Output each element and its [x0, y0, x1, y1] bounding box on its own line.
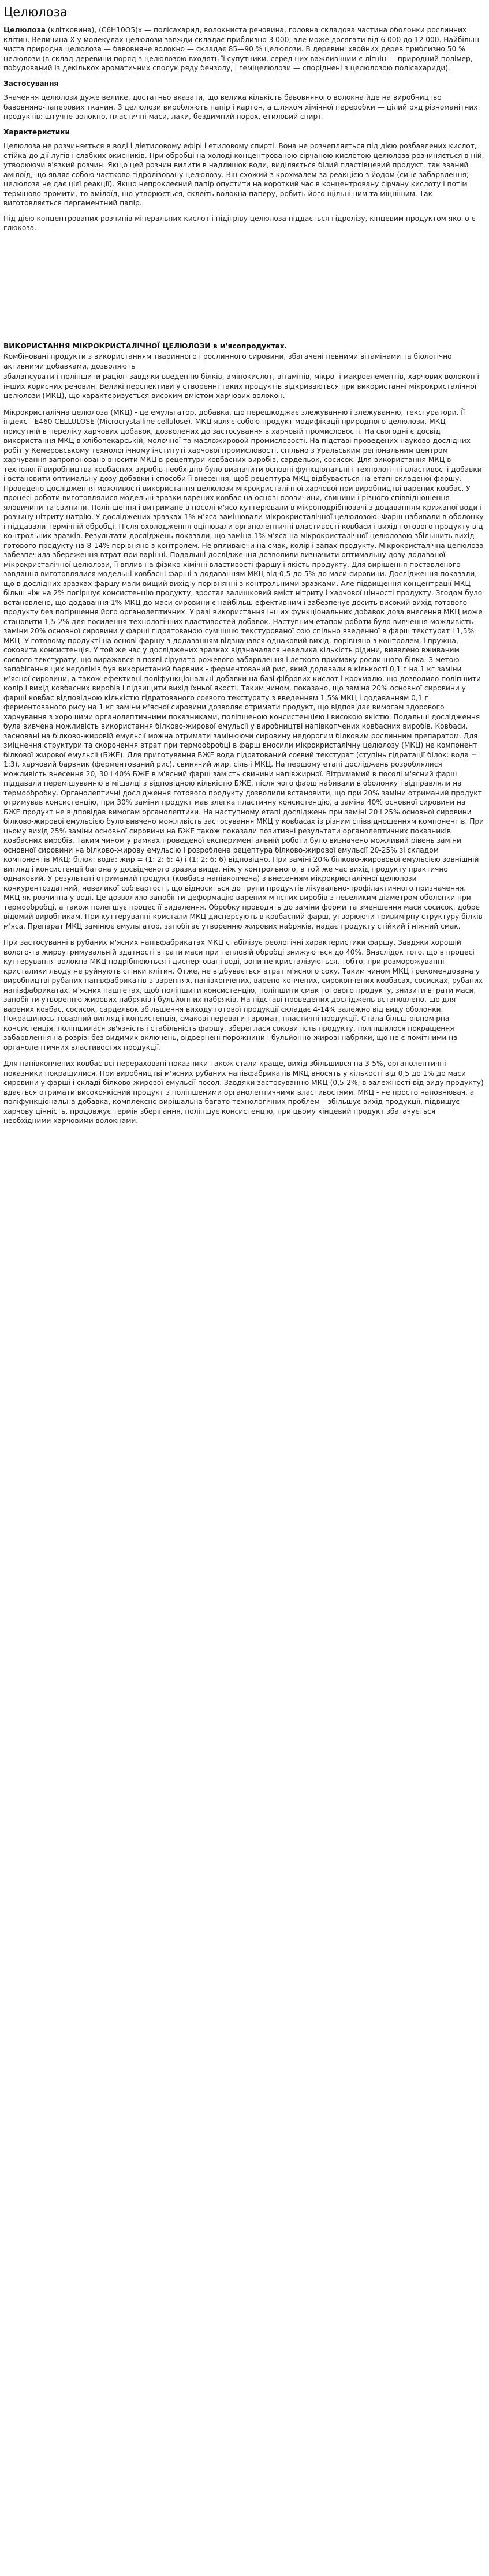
intro-paragraph — [3, 25, 484, 73]
usage-paragraph: Значення целюлози дуже велике, достатньо вказати, що велика кількість бавовняного волокна йде на виробництво бавовняно-паперових тканин. З целюлози виробляють папір і картон, а шляхом хімічної переробки — цілий ряд різноманітних продуктів: штучне волокно, пластичні маси, лаки, бездимний порох, етиловий спирт. — [3, 93, 478, 121]
hydrolysis-paragraph: Під дією концентрованих розчинів мінеральних кислот і підігріву целюлоза піддається гідролізу, кінцевим продуктом якого є глюкоза. — [3, 214, 476, 232]
section-heading-usage: Застосування — [3, 79, 59, 88]
section-heading-characteristics: Характеристики — [3, 127, 70, 136]
mcc-article — [3, 341, 484, 1126]
article-paragraph: Мікрокристалічна целюлоза (МКЦ) - це емульгатор, добавка, що перешкоджає злежуванню і злежуванню, текстуратори. Її індекс - Е460 CELLULOSE (Microcrystalline cellulose). МКЦ являє собою продукт модифікації природного целюлози. МКЦ присутній в переліку харчових добавок, дозволених до застосування в харчовій промисловості. На сьогодні є досвід використання МКЦ в хлібопекарській, молочної та масложировой промисловості. На підставі проведених науково-дослідних робіт у Кемеровському технологічному інституті харчової промисловості, спільно з Уральським регіональним центром харчування запропоновано вносити МКЦ в рецептури ковбасних виробів, сардельок, сосисок. Для використання МКЦ в технології виробництва ковбасних виробів необхідно було визначити основні функціональні і технологічні властивості добавки і встановити оптимальну дозу добавки і способи її внесення, щоб рецептура МКЦ відбувається на етапі складеної фаршу. Проведено дослідження можливості використання целюлози мікрокристалічної харчової при виробництві варених ковбас. У процесі роботи виготовлялися модельні зразки варених ковбас на основі яловичини, свинини і різного співвідношення яловичини та свинини. Поліпшення і витримане в посолі м'ясо куттерювали в мікроподрібнювачі з додаванням крижаної води і розчину нітриту натрію. У досліджених зразках 1% м'яса замінювали мікрокристалічної целюлозою. Фарш набивали в оболонку і піддавали термічній обробці. Після охолодження оцінювали органолептичні властивості ковбаси і вихід готового продукту від контрольних зразків. Результати досліджень показали, що заміна 1% м'яса на мікрокристалічної целюлозою збільшить вихід готового продукту на 8-14% порівняно з контролем. Не впливаючи на смак, колір і запах продукту. Мікрокристалічна целюлоза забезпечила збереження втрат при варінні. Подальші дослідження дозволили визначити оптимальну дозу додаваної мікрокристалічної целюлози, її вплив на фізико-хімічні властивості фаршу і якість продукту. Для вирішення поставленого завдання виготовлялися модельні ковбасні фарші з додаванням МКЦ від 0,5 до 5% до маси сировини. Дослідження показали, що в дослідних зразках фаршу мали вищий вихід у порівнянні з контрольними зразками. Але підвищення концентрації МКЦ більш ніж на 2% погіршує консистенцію продукту, зростає залишковий вміст нітриту і харчової цінності продукту. Згодом було встановлено, що додавання 1% МКЦ до маси сировини є найбільш ефективним і забезпечує досить високий вихід готового продукту без погіршення його органолептичних. У разі використання інших функціональних добавок доза внесення МКЦ може становити 1,5-2% для посилення технологічних властивостей добавок. Наступним етапом роботи було вивчення можливість заміни 20% основної сировини у фарші гідратованою сумішшю текстурованої сою спільно введенної в фарш текстурат і 1,5% МКЦ. У готовому продукті на основі фаршу з додаванням відзначався однаковий вихід, порівняно з контролем, і пружна, соковита консистенція. У той же час у досліджених зразках відзначалася невелика кількість рідини, виявлено вживаним соєвого текстурату, що виражався в появі сірувато-рожевого забарвлення і легкого присмаку рослинного білка. З метою запобігання цих недоліків був використаний барвник - ферментований рис, який додавали в кількості 0,1 г на 1 кг заміни м'ясної сировини, а також ефективні поліфункціональні добавки на базі фібрових кислот і крохмалю, що дозволило поліпшити колір і вихід ковбасних виробів і підвищити вихід їхньої якості. Таким чином, показано, що заміна 20% основної сировини у фарші ковбас відповідною кількістю гідратованого соєвого текстурату з введенням 1,5% МКЦ і додаванням 0,1 г ферментованого рису на 1 кг заміни м'ясної сировини дозволяє отримати продукт, що відповідає вимогам здорового харчування з хорошими органолептичними показниками, поліпшеною консистенцією і високою якістю. Подальші дослідження була вивчена можливість використання білково-жирової емульсії у виробництві напівкопчених ковбасних виробів. Ковбаси, засновані на білково-жировій емульсії можна отримати замінюючи сировину недорогим білковим рослинним препаратом. Для зміцнення структури та скорочення втрат при термообробці в фарш вносили мікрокристалічну целюлозу (МКЦ) не компонент білкової жирової емульсії (БЖЕ). Для приготування БЖЕ вода гідратований соєвий текстурат (ступінь гідратації білок: вода = 1:3), харчовий барвник (ферментований рис), свинячий жир, сіль і МКЦ. На першому етапі досліджень розроблялися можливість внесення 20, 30 і 40% БЖЕ в м'ясний фарш замість свинини напівжирної. Вітримамий в посолі м'ясний фарш піддавали перемішуванню в мішалці з відповідною кількістю БЖЕ, після чого фарш набивали в оболонку і відправляли на термообробку. Органолептичні дослідження готового продукту дозволили встановити, що при 20% заміни отриманий продукт отримував консистенцію, при 30% заміни продукт мав злегка пластичну консистенцію, а заміна 40% основної сировини на БЖЕ продукт не відповідав вимогам органолептики. На наступному етапі досліджень при заміні 20 і 25% основної сировини білково-жирової емульсією було вивчено можливість застосування МКЦ у ковбасах із різним співвідношенням компонентів. При цьому вихід 25% заміни основної сировини на БЖЕ також показали позитивні результати органолептичних показників ковбасних виробів. Таким чином у рамках проведеної експериментальній роботи було визначено можливий рівень заміни основної сировини на білково-жирову емульсію і розроблена рецептура білково-жирової емульсії 20-25% зі складом компонентів МКЦ: білок: вода: жир = (1: 2: 6: 4) і (1: 2: 6: 6) відповідно. При заміні 20% білково-жировової емульсією зовнішній вигляд і консистенції батона у досвідченого зразка вище, ніж у контрольного, в той же час вихід продукту практично однаковий. У результаті отриманий продукт (ковбаса напівкопчена) з внесенням мікрокристалічної целюлози конкурентоздатний, невеликої собівартості, що відноситься до групи продуктів лікувально-профілактичного призначення. МКЦ як розчинна у воді. Це дозволило запобігти деформацію варених м'ясних виробів з невеликим діаметром оболонки при термообробці, а також полегшує процес її видалення. Обробку проводять до заміни форми та зменшення маси сосисок, добре відомий виробникам. При куттеруванні кристали МКЦ дисперсують в ковбасний фарш, утворюючи тривимірну структуру білків м'яса. Препарат МКЦ замінює емульгатор, запобігає утворенню жирових набряків, надає продукту стійкий і ніжний смак. — [3, 408, 484, 930]
blank-space — [3, 239, 484, 341]
page — [0, 0, 489, 1144]
article-paragraph: збалансувати і поліпшити раціон завдяки введенню білків, амінокислот, вітамінів, мікро- і макроелементів, харчових волокон і інших корисних речовин. Великі перспективи у створенні таких продуктів відкриваються при використанні мікрокристалічної целюлози (МКЦ), що характеризується високим вмістом харчових волокон. — [3, 373, 479, 400]
intro-text: (клітковина), (C6H10O5)x — полісахарид, волокниста речовина, головна складова частина оболонки рослинних клітин. Величина X у молекулах целюлози завжди складає приблизно 3 000, але може досягати від 6 000 до 12 000. Найбільш чиста природна целюлоза — бавовняне волокно — складає 85—90 % целюлози. В деревині хвойних дерев приблизно 50 % целюлози (в склад деревини поряд з целюлозою входять її супутники, серед них важливішим є лігнін — природний полімер, побудований із декількох ароматичних сполук ряду бензолу, і геміцелюлози — споріднені з целюлозою полісахариди). — [3, 26, 479, 72]
article-paragraph: Комбіновані продукти з використанням тваринного і рослинного сировини, збагачені певними вітамінами та біологічно активними добавками, дозволяють — [3, 352, 452, 370]
article-paragraph: При застосуванні в рубаних м'ясних напівфабрикатах МКЦ стабілізує реологічні характеристики фаршу. Завдяки хорошій волого-та жироутримувальній здатності втрати маси при тепловій обробці знижуються до 40%. Внаслідок того, що в процесі куттерування волокна МКЦ подрібнюються і дисперговані воді, вони не кристалізуються, тобто, при розморожуванні кристалики льоду не руйнують стінки клітин. Отже, не відбувається втрат м'ясного соку. Таким чином МКЦ і рекомендована у виробництві рубаних напівфабрикатів в вареннях, напівкопчених, варено-копчених, сирокопчених ковбасах, сосисках, рубаних напівфабрикатах, м'ясних паштетах, щоб поліпшити консистенцію, поліпшити смак готового продукту, знизити втрати маси, запобігти утворенню жирових набряків і бульйонних набряків. На підставі проведених досліджень встановлено, що для варених ковбас, сосисок, сардельок збільшення виходу готової продукції складає 4-14% залежно від виду оболонки. Покращилось товарний вигляд і консистенція, смакові переваги і аромат, пластичні продукції. Стала більш рівномірна консистенція, поліпшилася зв'язність і стабільність фаршу, збереглася соковитість продукту, поліпшилося покращення забарвлення на розрізі без видимих включень, відвернені порожнини і бульйонно-жирові набряки, що не є помітними на органолептичних властивостях продукції. — [3, 938, 483, 1052]
article-title: ВИКОРИСТАННЯ МІКРОКРИСТАЛІЧНОЇ ЦЕЛЮЛОЗИ в м'ясопродуктах. — [3, 341, 288, 350]
page-title: Целюлоза — [3, 5, 68, 19]
article-paragraph: Для напівкопчених ковбас всі перераховані показники також стали краще, вихід збільшився на 3-5%, органолептичні показники покращилися. При виробництві м'ясних рубаних напівфабрикатів МКЦ вносять у кількості від 0,5 до 1% до маси сировини у фарші і складі білково-жирової емульсії посол. Завдяки застосуванню МКЦ (0,5-2%, в залежності від виду продукту) вдається отримати високоякісний продукт з поліпшеними органолептичними властивостями. МКЦ - не просто наповнювач, а поліфункціональна добавка, комплексно вирішальна багато технологічних проблем – збільшує вихід продукції, підвищує харчову цінність, продовжує термін зберігання, поліпшує консистенцію, при цьому кінцевий продукт збагачується необхідними харчовими волокнами. — [3, 1060, 484, 1125]
characteristics-paragraph: Целюлоза не розчиняється в воді і діетиловому ефірі і етиловому спирті. Вона не розчепляється під дією розбавлених кислот, стійка до дії лугів і слабких окисників. При обробці на холоді концентрованою сірчаною кислотою целюлоза розчиняється в ній, утворюючи в'язкий розчин. Якщо цей розчин вилити в надлишок води, виділяється білий пластівцевий продукт, так званий амілоїд, що являє собою частково гідролізовану целюлозу. Він схожий з крохмалем за реакцією з йодом (синє забарвлення; целюлоза не дає цієї реакції). Якщо непроклеєний папір опустити на короткий час в концентровану сірчану кислоту і потім терміново промити, то амілоїд, що утворюється, склеїть волокна паперу, робить його щільнішим та міцнішим. Так виготовляється пергаментний папір. — [3, 142, 484, 207]
intro-term: Целюлоза — [3, 26, 46, 34]
